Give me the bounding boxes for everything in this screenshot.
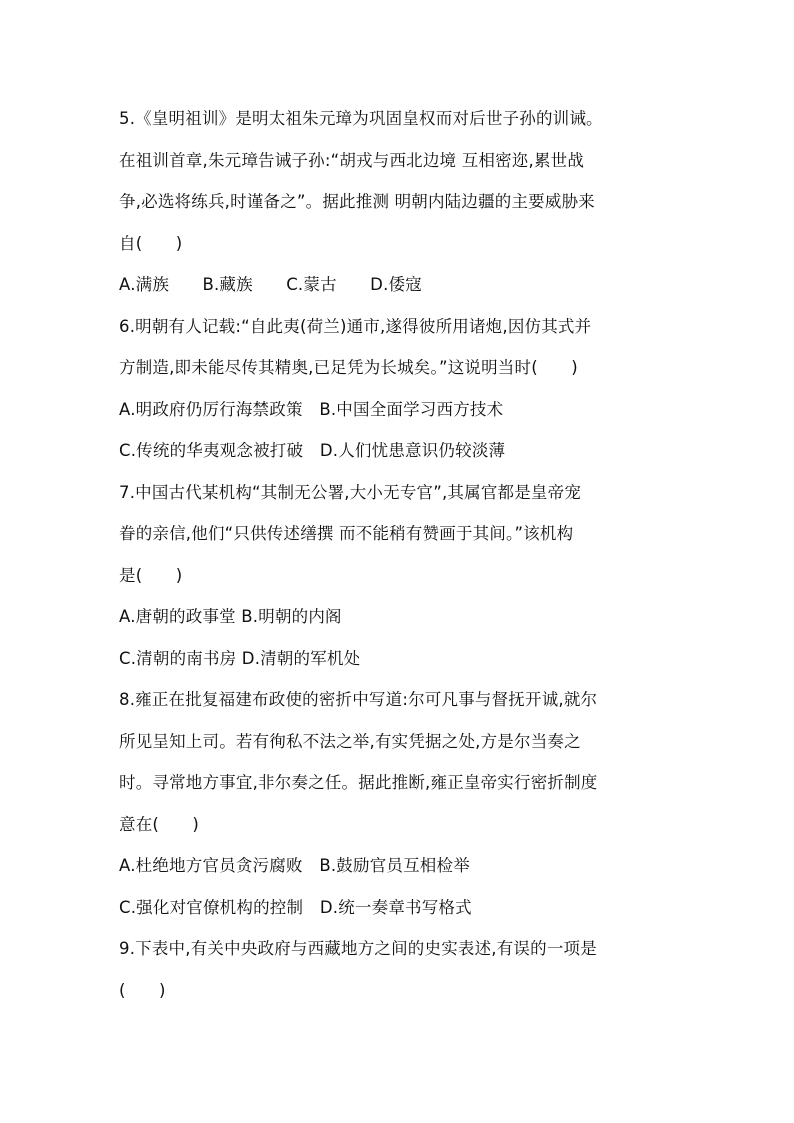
text-line-q5-3: 争,必选将练兵,时谨备之”。据此推测 明朝内陆边疆的主要威胁来 [119, 192, 595, 211]
text-line-q8-3: 时。寻常地方事宜,非尔奏之任。据此推断,雍正皇帝实行密折制度 [119, 773, 598, 792]
text-line-q9-2: ( ) [119, 980, 166, 1000]
text-line-q7-1: 7.中国古代某机构“其制无公署,大小无专官”,其属官都是皇帝宠 [119, 482, 582, 502]
text-line-q5-1: 5.《皇明祖训》是明太祖朱元璋为巩固皇权而对后世子孙的训诫。 [119, 109, 603, 128]
text-line-q7-3: 是( ) [119, 565, 183, 585]
options-line-q8-cd: C.强化对官僚机构的控制 D.统一奏章书写格式 [119, 897, 472, 917]
text-line-q7-2: 眷的亲信,他们“只供传述缮撰 而不能稍有赞画于其间。”该机构 [119, 524, 574, 543]
question-text-block [119, 98, 679, 1011]
text-line-q9-1: 9.下表中,有关中央政府与西藏地方之间的史实表述,有误的一项是 [119, 939, 597, 958]
text-line-q8-4: 意在( ) [119, 814, 200, 834]
text-line-q8-2: 所见呈知上司。若有徇私不法之举,有实凭据之处,方是尔当奏之 [119, 731, 581, 751]
text-line-q6-1: 6.明朝有人记载:“自此夷(荷兰)通市,遂得彼所用诸炮,因仿其式并 [119, 316, 592, 336]
options-line-q8-ab: A.杜绝地方官员贪污腐败 B.鼓励官员互相检举 [119, 856, 470, 875]
options-line-q7-ab: A.唐朝的政事堂 B.明朝的内阁 [119, 607, 342, 626]
text-line-q8-1: 8.雍正在批复福建布政使的密折中写道:尔可凡事与督抚开诚,就尔 [119, 690, 598, 709]
options-line-q6-ab: A.明政府仍厉行海禁政策 B.中国全面学习西方技术 [119, 399, 504, 419]
options-line-q6-cd: C.传统的华夷观念被打破 D.人们忧患意识仍较淡薄 [119, 441, 506, 460]
text-line-q6-2: 方制造,即未能尽传其精奥,已足凭为长城矣。”这说明当时( ) [119, 358, 578, 377]
text-line-q5-2: 在祖训首章,朱元璋告诫子孙:“胡戎与西北边境 互相密迩,累世战 [119, 150, 585, 170]
options-line-q5: A.满族 B.藏族 C.蒙古 D.倭寇 [119, 275, 422, 294]
options-line-q7-cd: C.清朝的南书房 D.清朝的军机处 [119, 648, 361, 668]
text-line-q5-4: 自( ) [119, 233, 183, 253]
